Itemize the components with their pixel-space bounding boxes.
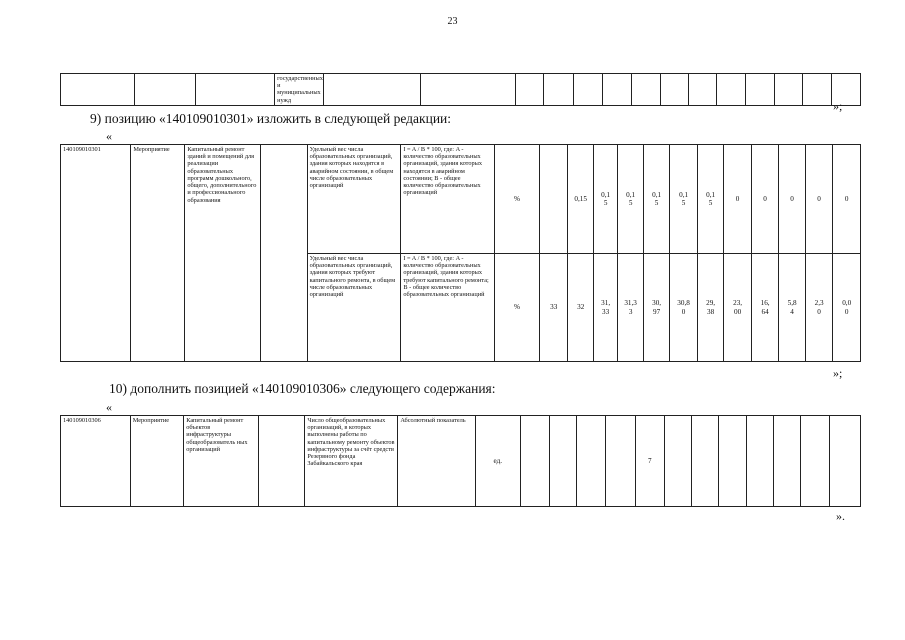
empty-cell xyxy=(258,416,304,507)
position-type: Мероприятие xyxy=(131,145,185,362)
page-number: 23 xyxy=(447,16,458,27)
value-cell: 0,1 5 xyxy=(643,145,669,254)
unit-cell: % xyxy=(495,254,540,362)
value-cell: 23, 00 xyxy=(724,254,752,362)
table-cell xyxy=(515,74,543,106)
value-cell xyxy=(719,416,746,507)
table-cell xyxy=(717,74,746,106)
value-cell: 2,3 0 xyxy=(805,254,833,362)
table-cell xyxy=(574,74,603,106)
formula-cell: I = A / B * 100, где: A - количество образовательных организаций, здания которых находятся в аварийном состоянии; B - общее количество образовательных организаций xyxy=(401,145,495,254)
position-name: Капитальный ремонт зданий и помещений для реализации образовательных программ дошкольного, общего, дополнительного и профессионального образования xyxy=(185,145,260,362)
value-cell: 0 xyxy=(724,145,752,254)
value-cell: 0,1 5 xyxy=(670,145,698,254)
value-cell xyxy=(520,416,549,507)
value-cell xyxy=(746,416,773,507)
indicator-cell: Удельный вес числа образовательных организаций, здания которых находятся в аварийном состоянии, в общем числе образовательных организаций xyxy=(307,145,401,254)
table-cell xyxy=(421,74,516,106)
indicator-cell: Число общеобразовательных организаций, в которых выполнены работы по капитальному ремонту объектов инфраструктуры за счёт средств Резервного фонда Забайкальского края xyxy=(305,416,398,507)
unit-cell: % xyxy=(495,145,540,254)
unit-cell: ед. xyxy=(476,416,520,507)
closing-quote: »; xyxy=(833,366,843,380)
position-name: Капитальный ремонт объектов инфраструктуры общеобразователь ных организаций xyxy=(184,416,259,507)
indicator-cell xyxy=(324,74,421,106)
table-cell xyxy=(689,74,717,106)
table-cell xyxy=(631,74,660,106)
value-cell: 0 xyxy=(805,145,833,254)
table-cell: государственных и муниципальных нужд xyxy=(275,74,324,106)
table-cell xyxy=(543,74,574,106)
value-cell xyxy=(664,416,691,507)
value-cell: 30,8 0 xyxy=(670,254,698,362)
value-cell: 0 xyxy=(751,145,779,254)
section-heading-10: 10) дополнить позицией «140109010306» следующего содержания: xyxy=(109,381,496,396)
value-cell: 0,0 0 xyxy=(833,254,861,362)
formula-cell: I = A / B * 100, где: A - количество образовательных организаций, здания которых требуют капитального ремонта; B - общее количество образовательных организаций xyxy=(401,254,495,362)
value-cell xyxy=(829,416,860,507)
table-cell xyxy=(61,74,135,106)
table-cell xyxy=(660,74,689,106)
value-cell: 16, 64 xyxy=(751,254,779,362)
table-cell xyxy=(774,74,803,106)
opening-quote: « xyxy=(106,400,112,414)
position-code: 140109010301 xyxy=(61,145,131,362)
indicator-cell: Удельный вес числа образовательных организаций, здания которых требуют капитального ремонта, в общем числе образовательных организаций xyxy=(307,254,401,362)
position-code: 140109010306 xyxy=(61,416,131,507)
section-heading-9: 9) позицию «140109010301» изложить в следующей редакции: xyxy=(90,111,452,126)
table-cell xyxy=(803,74,832,106)
table-cell xyxy=(196,74,275,106)
closing-quote: ». xyxy=(836,509,845,523)
table-row xyxy=(61,145,861,254)
formula-cell: Абсолютный показатель xyxy=(398,416,476,507)
value-cell: 32 xyxy=(568,254,593,362)
closing-quote: »; xyxy=(833,99,843,113)
value-cell xyxy=(606,416,635,507)
value-cell: 0,15 xyxy=(568,145,593,254)
empty-cell xyxy=(260,145,307,362)
opening-quote: « xyxy=(106,129,112,143)
value-cell: 29, 38 xyxy=(697,254,723,362)
value-cell: 0 xyxy=(779,145,805,254)
value-cell: 0,1 5 xyxy=(593,145,617,254)
table-row xyxy=(61,74,861,106)
value-cell xyxy=(801,416,829,507)
value-cell: 31,3 3 xyxy=(618,254,643,362)
value-cell xyxy=(692,416,719,507)
position-type: Мероприятие xyxy=(130,416,184,507)
table-cell xyxy=(134,74,196,106)
position-table-140109010306 xyxy=(60,415,861,507)
value-cell: 30, 97 xyxy=(643,254,669,362)
value-cell xyxy=(539,145,568,254)
value-cell xyxy=(549,416,576,507)
value-cell xyxy=(577,416,606,507)
value-cell: 0,1 5 xyxy=(697,145,723,254)
value-cell: 31, 33 xyxy=(593,254,617,362)
value-cell xyxy=(773,416,800,507)
table-row xyxy=(61,416,861,507)
table-cell xyxy=(745,74,774,106)
value-cell: 33 xyxy=(539,254,568,362)
value-cell: 7 xyxy=(635,416,664,507)
position-table-140109010301 xyxy=(60,144,861,362)
value-cell: 0,1 5 xyxy=(618,145,643,254)
value-cell: 0 xyxy=(833,145,861,254)
previous-table xyxy=(60,73,861,106)
value-cell: 5,8 4 xyxy=(779,254,805,362)
table-cell xyxy=(603,74,632,106)
